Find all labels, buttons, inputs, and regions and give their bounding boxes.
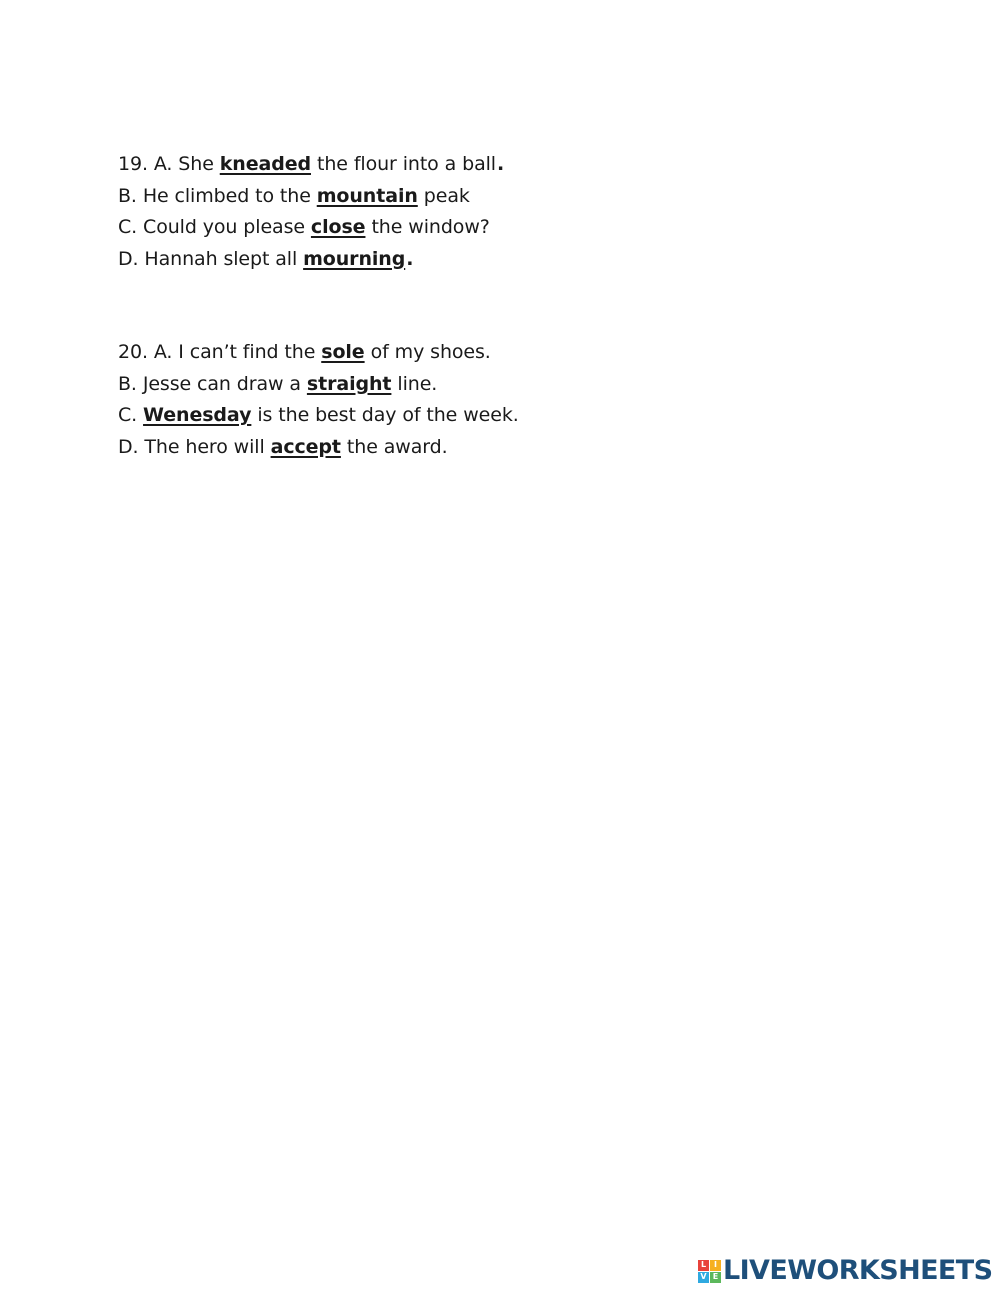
option-line — [118, 338, 519, 370]
underlined-word: close — [310, 216, 366, 238]
logo-square: V — [698, 1272, 709, 1283]
option-line — [118, 213, 504, 245]
option-text: D. Hannah slept all — [118, 247, 304, 270]
logo-text: LIVEWORKSHEETS — [723, 1255, 993, 1286]
logo-squares-icon — [698, 1260, 721, 1283]
option-line — [118, 182, 504, 214]
option-text: the flour into a ball — [317, 153, 496, 175]
option-text: B. He climbed to the — [118, 184, 317, 207]
option-text: peak — [423, 184, 470, 207]
option-text: line. — [397, 372, 438, 395]
question-19 — [118, 150, 504, 276]
option-punctuation: . — [497, 153, 505, 175]
option-text: is the best day of the week. — [257, 404, 519, 426]
option-text: D. The hero will — [118, 435, 271, 458]
underlined-word: mountain — [316, 184, 418, 207]
option-text: of my shoes. — [370, 341, 491, 363]
option-text: C. — [118, 404, 144, 426]
underlined-word: Wenesday — [143, 404, 252, 426]
underlined-word: kneaded — [219, 153, 311, 175]
liveworksheets-logo — [698, 1255, 993, 1286]
option-text: B. Jesse can draw a — [118, 372, 307, 395]
logo-square: I — [710, 1260, 721, 1271]
option-text: C. Could you please — [118, 216, 311, 238]
option-text: the award. — [346, 435, 448, 458]
logo-square: E — [710, 1272, 721, 1283]
option-text: 19. A. She — [118, 153, 220, 175]
option-punctuation: . — [406, 247, 414, 270]
underlined-word: sole — [321, 341, 365, 363]
option-line — [118, 433, 519, 465]
logo-square: L — [698, 1260, 709, 1271]
option-text: the window? — [371, 216, 490, 238]
question-20 — [118, 338, 519, 464]
option-line — [118, 370, 519, 402]
option-text: 20. A. I can’t find the — [118, 341, 322, 363]
underlined-word: mourning — [303, 247, 406, 270]
option-line — [118, 245, 504, 277]
option-line — [118, 401, 519, 433]
underlined-word: accept — [270, 435, 341, 458]
option-line — [118, 150, 504, 182]
underlined-word: straight — [306, 372, 392, 395]
